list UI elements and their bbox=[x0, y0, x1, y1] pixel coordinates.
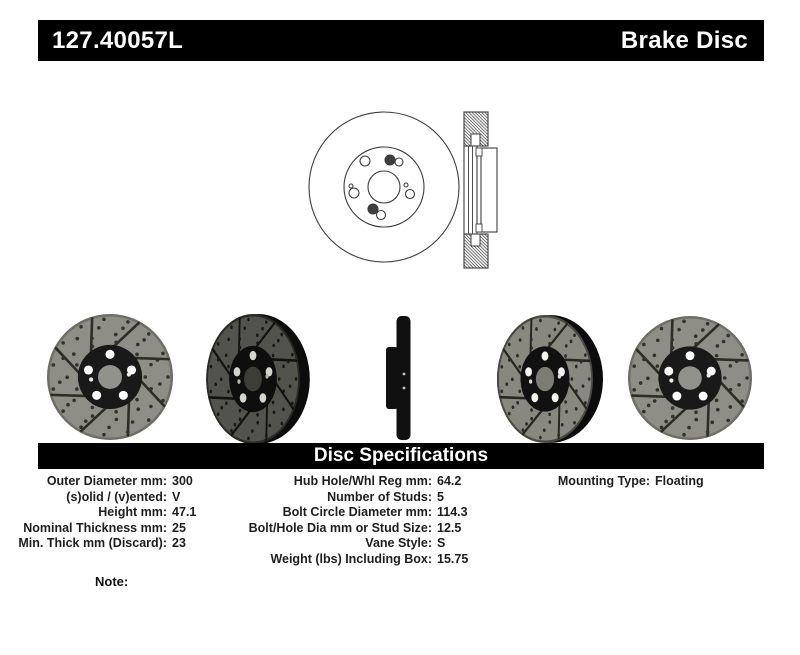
spec-value: 64.2 bbox=[437, 474, 462, 488]
disc-specifications-bar bbox=[38, 443, 764, 469]
photo-rotor-edge-view bbox=[386, 316, 411, 440]
spec-label: Nominal Thickness mm: bbox=[23, 520, 167, 535]
photo-rotor-angled-left bbox=[206, 314, 310, 444]
spec-row-bolt-hole-dia bbox=[240, 521, 468, 537]
spec-row-mounting-type bbox=[540, 474, 704, 490]
spec-row-min-thick bbox=[7, 536, 196, 552]
spec-label: Vane Style: bbox=[365, 536, 432, 551]
spec-column-right bbox=[540, 474, 704, 490]
note-label: Note: bbox=[95, 574, 129, 589]
spec-row-number-of-studs bbox=[240, 490, 468, 506]
spec-value: 23 bbox=[172, 536, 186, 551]
spec-row-hub-hole bbox=[240, 474, 468, 490]
spec-label: Outer Diameter mm: bbox=[46, 474, 167, 488]
photo-rotor-front-right bbox=[628, 316, 752, 440]
photo-rotor-angled-right bbox=[497, 315, 603, 443]
spec-value: 300 bbox=[172, 474, 193, 488]
spec-value: V bbox=[172, 489, 181, 504]
spec-row-height bbox=[7, 505, 196, 521]
spec-label: Mounting Type: bbox=[557, 474, 650, 488]
spec-row-nominal-thickness bbox=[7, 521, 196, 537]
spec-value: 25 bbox=[172, 520, 186, 535]
product-photos bbox=[0, 300, 800, 458]
spec-label: Hub Hole/Whl Reg mm: bbox=[293, 474, 432, 488]
spec-row-vane-style bbox=[240, 536, 468, 552]
spec-row-weight bbox=[240, 552, 468, 568]
spec-value: 15.75 bbox=[437, 551, 469, 566]
spec-row-outer-diameter bbox=[7, 474, 196, 490]
spec-value: 5 bbox=[437, 489, 444, 504]
disc-specifications-title: Disc Specifications bbox=[313, 445, 489, 466]
spec-label: Height mm: bbox=[98, 505, 167, 520]
spec-value: S bbox=[437, 536, 446, 551]
header-bar bbox=[38, 20, 764, 61]
front-view-drawing bbox=[309, 112, 459, 262]
photo-rotor-front-left bbox=[47, 314, 173, 440]
spec-column-left bbox=[7, 474, 196, 552]
spec-label: Bolt/Hole Dia mm or Stud Size: bbox=[248, 520, 432, 535]
cross-section-drawing bbox=[464, 112, 497, 268]
spec-value: Floating bbox=[655, 474, 704, 488]
spec-row-solid-vented bbox=[7, 490, 196, 506]
product-type-title: Brake Disc bbox=[620, 26, 748, 54]
spec-column-center bbox=[240, 474, 468, 568]
spec-label: Min. Thick mm (Discard): bbox=[18, 536, 167, 551]
spec-label: (s)olid / (v)ented: bbox=[66, 489, 167, 504]
spec-value: 12.5 bbox=[437, 520, 462, 535]
spec-row-bolt-circle-diameter bbox=[240, 505, 468, 521]
technical-drawing bbox=[298, 98, 518, 283]
spec-label: Bolt Circle Diameter mm: bbox=[282, 505, 432, 520]
spec-value: 47.1 bbox=[172, 505, 197, 520]
spec-label: Number of Studs: bbox=[327, 489, 432, 504]
spec-label: Weight (lbs) Including Box: bbox=[270, 551, 432, 566]
spec-value: 114.3 bbox=[437, 505, 468, 520]
part-number: 127.40057L bbox=[52, 26, 184, 54]
